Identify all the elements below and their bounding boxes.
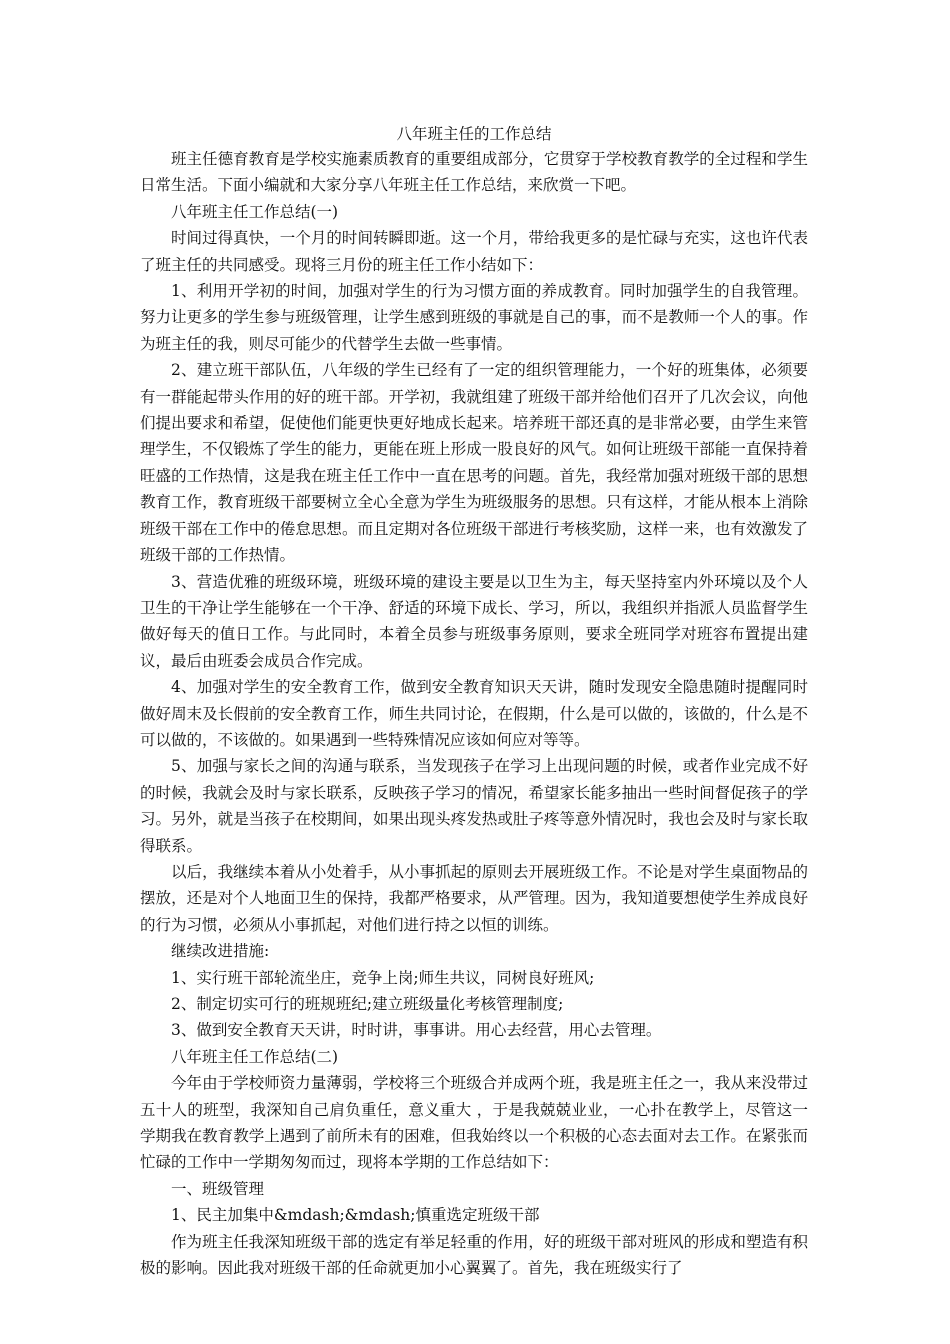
paragraph: 2、建立班干部队伍，八年级的学生已经有了一定的组织管理能力，一个好的班集体，必须要有一群能起带头作用的好的班干部。开学初，我就组建了班级干部并给他们召开了几次会议，向他们提出要求和希望，促使他们能更快更好地成长起来。培养班干部还真的是非常必要，由学生来管理学生，不仅锻炼了学生的能力，更能在班上形成一股良好的风气。如何让班级干部能一直保持着旺盛的工作热情，这是我在班主任工作中一直在思考的问题。首先，我经常加强对班级干部的思想教育工作，教育班级干部要树立全心全意为学生为班级服务的思想。只有这样，才能从根本上消除班级干部在工作中的倦怠思想。而且定期对各位班级干部进行考核奖励，这样一来，也有效激发了班级干部的工作热情。 — [140, 361, 808, 565]
list-item: 3、做到安全教育天天讲，时时讲，事事讲。用心去经营，用心去管理。 — [171, 1021, 662, 1040]
paragraph: 3、营造优雅的班级环境，班级环境的建设主要是以卫生为主，每天坚持室内外环境以及个人卫生的干净让学生能够在一个干净、舒适的环境下成长、学习，所以，我组织并指派人员监督学生做好每天的值日工作。与此同时，本着全员参与班级事务原则，要求全班同学对班容布置提出建议，最后由班委会成员合作完成。 — [140, 572, 808, 670]
paragraph: 1、利用开学初的时间，加强对学生的行为习惯方面的养成教育。同时加强学生的自我管理。努力让更多的学生参与班级管理，让学生感到班级的事就是自己的事，而不是教师一个人的事。作为班主任的我，则尽可能少的代替学生去做一些事情。 — [140, 282, 808, 353]
document-title: 八年班主任的工作总结 — [396, 125, 552, 143]
paragraph: 今年由于学校师资力量薄弱，学校将三个班级合并成两个班，我是班主任之一，我从来没带过五十人的班型，我深知自己肩负重任，意义重大 ，于是我兢兢业业，一心扑在教学上，尽管这一学期我在教育教学上遇到了前所未有的困难，但我始终以一个积极的心态去面对去工作。在紧张而忙碌的工作中一学期匆匆而过，现将本学期的工作总结如下： — [140, 1074, 808, 1172]
paragraph: 以后，我继续本着从小处着手，从小事抓起的原则去开展班级工作。不论是对学生桌面物品的摆放，还是对个人地面卫生的保持，我都严格要求，从严管理。因为，我知道要想使学生养成良好的行为习惯，必须从小事抓起，对他们进行持之以恒的训练。 — [140, 862, 808, 934]
list-heading: 继续改进措施: — [171, 942, 270, 961]
intro-paragraph: 班主任德育教育是学校实施素质教育的重要组成部分，它贯穿于学校教育教学的全过程和学生日常生活。下面小编就和大家分享八年班主任工作总结，来欣赏一下吧。 — [140, 150, 808, 195]
list-item: 1、实行班干部轮流坐庄，竞争上岗;师生共议，同树良好班风; — [171, 968, 595, 987]
subsection-heading: 一、班级管理 — [171, 1179, 265, 1198]
list-item: 2、制定切实可行的班规班纪;建立班级量化考核管理制度; — [171, 995, 564, 1013]
paragraph: 4、加强对学生的安全教育工作，做到安全教育知识天天讲，随时发现安全隐患随时提醒同时做好周末及长假前的安全教育工作，师生共同讨论，在假期，什么是可以做的，该做的，什么是不可以做的，不该做的。如果遇到一些特殊情况应该如何应对等等。 — [140, 678, 808, 749]
section-heading-2: 八年班主任工作总结(二) — [171, 1047, 339, 1066]
document-page — [140, 122, 808, 1281]
paragraph: 5、加强与家长之间的沟通与联系，当发现孩子在学习上出现问题的时候，或者作业完成不好的时候，我就会及时与家长联系，反映孩子学习的情况，希望家长能多抽出一些时间督促孩子的学习。另外，就是当孩子在校期间，如果出现头疼发热或肚子疼等意外情况时，我也会及时与家长取得联系。 — [140, 757, 808, 855]
subsection-item: 1、民主加集中&mdash;&mdash;慎重选定班级干部 — [171, 1206, 540, 1225]
paragraph: 时间过得真快，一个月的时间转瞬即逝。这一个月，带给我更多的是忙碌与充实，这也许代表了班主任的共同感受。现将三月份的班主任工作小结如下： — [140, 229, 808, 274]
paragraph: 作为班主任我深知班级干部的选定有举足轻重的作用，好的班级干部对班风的形成和塑造有积极的影响。因此我对班级干部的任命就更加小心翼翼了。首先，我在班级实行了 — [140, 1232, 808, 1278]
section-heading-1: 八年班主任工作总结(一) — [171, 202, 339, 221]
